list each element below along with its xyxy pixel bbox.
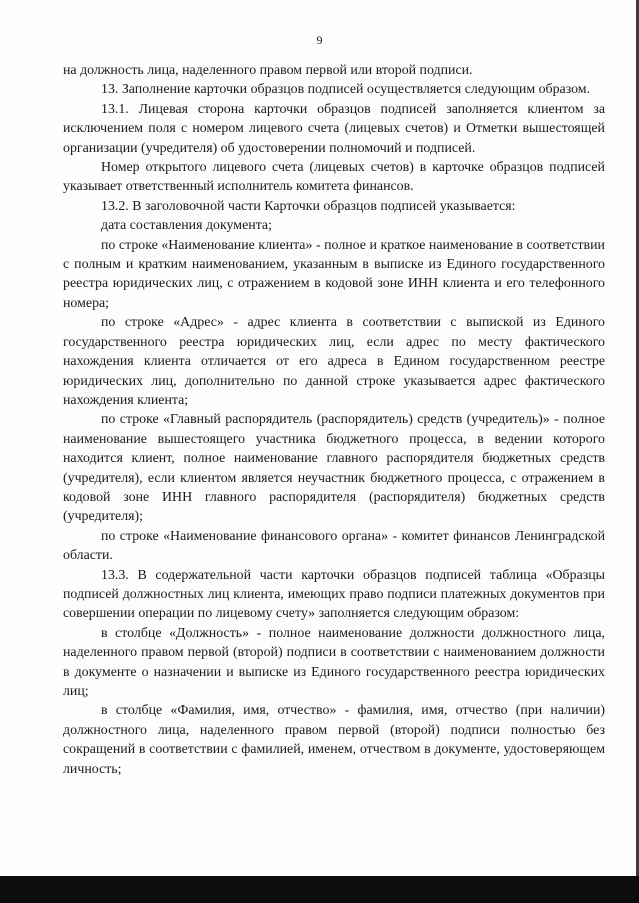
scan-edge-bottom	[0, 876, 639, 903]
paragraph-chief-manager: по строке «Главный распорядитель (распорядитель) средств (учредитель)» - полное наименование вышестоящего участника бюджетного процесса, в ведении которого находится клиент, полное наименование главного распорядителя бюджетных средств (учредителя), если клиентом является неучастник бюджетного процесса, с отражением в кодовой зоне ИНН главного распорядителя (распорядителя) бюджетных средств (учредителя);	[63, 412, 605, 525]
paragraph-account-number: Номер открытого лицевого счета (лицевых счетов) в карточке образцов подписей указывает ответственный исполнитель комитета финансов.	[63, 160, 605, 195]
paragraph-finance-body: по строке «Наименование финансового органа» - комитет финансов Ленинградской области.	[63, 528, 605, 564]
paragraph-13-2: 13.2. В заголовочной части Карточки образцов подписей указывается:	[101, 198, 516, 214]
document-body	[63, 61, 605, 779]
paragraph-13: 13. Заполнение карточки образцов подписей осуществляется следующим образом.	[101, 82, 591, 98]
paragraph-date: дата составления документа;	[101, 218, 272, 234]
paragraph-name-column: в столбце «Фамилия, имя, отчество» - фамилия, имя, отчество (при наличии) должностного лица, наделенного правом первой (второй) подписи полностью без сокращений в соответствии с фамилией, именем, отчеством в документе, удостоверяющем личность;	[63, 703, 605, 777]
paragraph-13-3: 13.3. В содержательной части карточки образцов подписей таблица «Образцы подписей должностных лиц клиента, имеющих право подписи платежных документов при совершении операции по лицевому счету» заполняется следующим образом:	[63, 567, 605, 622]
paragraph-client-name: по строке «Наименование клиента» - полное и краткое наименование в соответствии с полным и кратким наименованием, указанным в выписке из Единого государственного реестра юридических лиц, с отражением в кодовой зоне ИНН клиента и его телефонного номера;	[63, 237, 605, 311]
paragraph-13-1: 13.1. Лицевая сторона карточки образцов подписей заполняется клиентом за исключением поля с номером лицевого счета (лицевых счетов) и Отметки вышестоящей организации (учредителя) об удостоверении полномочий и подписей.	[63, 101, 605, 156]
paragraph-position-column: в столбце «Должность» - полное наименование должности должностного лица, наделенного правом первой (второй) подписи в соответствии с наименованием должности в документе о назначении и выписке из Единого государственного реестра юридических лиц;	[63, 625, 605, 699]
paragraph-address: по строке «Адрес» - адрес клиента в соответствии с выпиской из Единого государственного реестра юридических лиц, если адрес по месту фактического нахождения клиента отличается от его адреса в Едином государственном реестре юридических лиц, дополнительно по данной строке указывается адрес фактического нахождения клиента;	[63, 315, 605, 408]
paragraph-continuation: на должность лица, наделенного правом первой или второй подписи.	[63, 63, 473, 78]
page-number: 9	[316, 33, 323, 47]
